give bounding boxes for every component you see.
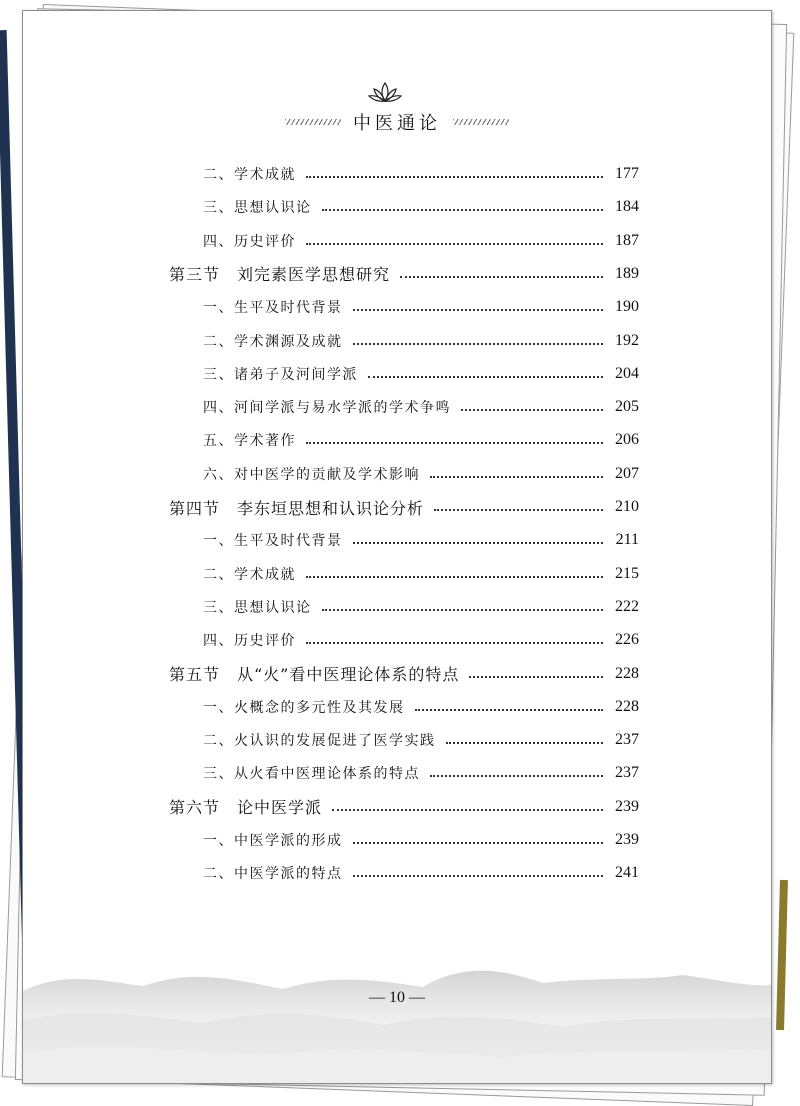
dot-leader: [353, 542, 604, 544]
dot-leader: [461, 409, 603, 411]
toc-entry-label: 四、河间学派与易水学派的学术争鸣: [203, 400, 451, 417]
toc-entry-row[interactable]: [169, 692, 639, 722]
toc-section-row[interactable]: [169, 792, 639, 822]
toc-page-number: 222: [615, 597, 639, 615]
toc-entry-label: 一、生平及时代背景: [203, 533, 343, 550]
toc-page-number: 211: [615, 531, 639, 549]
toc-entry-row[interactable]: [169, 192, 639, 222]
toc-entry-row[interactable]: [169, 292, 639, 322]
toc-entry-label: 四、历史评价: [203, 233, 296, 250]
toc-page-number: 189: [615, 264, 639, 282]
header-title: 中医通论: [353, 113, 441, 134]
dot-leader: [306, 576, 603, 578]
toc-entry-label: 三、诸弟子及河间学派: [203, 366, 358, 383]
toc-page-number: 205: [615, 398, 639, 416]
header-ornament-right: [453, 119, 509, 125]
toc-page-number: 204: [615, 364, 639, 382]
dot-leader: [430, 775, 603, 777]
lotus-icon: [367, 81, 403, 105]
dot-leader: [415, 709, 604, 711]
dot-leader: [368, 376, 603, 378]
dot-leader: [306, 243, 603, 245]
toc-entry-label: 三、思想认识论: [203, 599, 312, 616]
toc-entry-row[interactable]: [169, 326, 639, 356]
toc-page-number: 207: [615, 464, 639, 482]
toc-entry-label: 三、思想认识论: [203, 200, 312, 217]
toc-entry-label: 一、生平及时代背景: [203, 300, 343, 317]
page-header: [23, 81, 771, 141]
toc-entry-row[interactable]: [169, 226, 639, 256]
dot-leader: [469, 676, 603, 678]
toc-page-number: 184: [615, 198, 639, 216]
dot-leader: [353, 875, 604, 877]
toc-page-number: 239: [615, 797, 639, 815]
toc-entry-label: 一、中医学派的形成: [203, 833, 343, 849]
toc-entry-label: 二、学术成就: [203, 566, 296, 583]
toc-entry-row[interactable]: [169, 459, 639, 489]
dot-leader: [353, 309, 604, 311]
toc-entry-label: 第五节 从“火”看中医理论体系的特点: [169, 665, 460, 684]
toc-page-number: 187: [615, 231, 639, 249]
toc-page-number: 237: [615, 764, 639, 782]
dot-leader: [430, 476, 603, 478]
toc-entry-row[interactable]: [169, 758, 639, 788]
toc-entry-row[interactable]: [169, 559, 639, 589]
toc-entry-label: 第四节 李东垣思想和认识论分析: [169, 498, 425, 518]
toc-page-number: 206: [615, 431, 639, 449]
toc-entry-row[interactable]: [169, 592, 639, 622]
dot-leader: [400, 276, 603, 278]
dot-leader: [434, 509, 603, 511]
toc-entry-row[interactable]: [169, 159, 639, 189]
toc-entry-label: 第六节 论中医学派: [169, 798, 323, 818]
toc-page-number: 228: [615, 697, 639, 715]
dot-leader: [306, 642, 603, 644]
toc-page-number: 237: [615, 731, 639, 749]
book-edge-right: [776, 880, 788, 1030]
dot-leader: [353, 343, 604, 345]
toc-page-number: 215: [615, 564, 639, 582]
toc-entry-label: 二、学术渊源及成就: [203, 333, 343, 350]
dot-leader: [322, 209, 604, 211]
mountain-landscape-decoration: [23, 951, 771, 1083]
toc-entry-label: 三、从火看中医理论体系的特点: [203, 766, 420, 783]
toc-entry-label: 第三节 刘完素医学思想研究: [169, 265, 391, 285]
toc-section-row[interactable]: [169, 659, 639, 689]
dot-leader: [332, 809, 603, 811]
toc-entry-label: 六、对中医学的贡献及学术影响: [203, 466, 420, 483]
toc-page-number: 228: [615, 664, 639, 682]
toc-entry-row[interactable]: [169, 359, 639, 389]
toc-entry-label: 四、历史评价: [203, 633, 296, 650]
toc-entry-row[interactable]: [169, 525, 639, 555]
dot-leader: [353, 842, 604, 844]
toc-page-number: 192: [615, 331, 639, 349]
toc-entry-row[interactable]: [169, 858, 639, 888]
toc-entry-row[interactable]: [169, 425, 639, 455]
toc-entry-label: 二、学术成就: [203, 167, 296, 183]
footer-page-number: — 10 —: [369, 989, 425, 1006]
dot-leader: [306, 442, 603, 444]
toc-entry-label: 二、火认识的发展促进了医学实践: [203, 733, 436, 750]
toc-entry-row[interactable]: [169, 725, 639, 755]
document-page: [22, 10, 772, 1084]
toc-entry-label: 一、火概念的多元性及其发展: [203, 699, 405, 716]
toc-page-number: 210: [615, 498, 639, 515]
toc-page-number: 241: [615, 864, 639, 882]
dot-leader: [306, 176, 603, 178]
toc-section-row[interactable]: [169, 492, 639, 522]
toc-entry-label: 二、中医学派的特点: [203, 866, 343, 883]
toc-page-number: 177: [615, 165, 639, 182]
toc-entry-label: 五、学术著作: [203, 433, 296, 450]
toc-entry-row[interactable]: [169, 825, 639, 855]
toc-page-number: 239: [615, 831, 639, 848]
toc-page-number: 226: [615, 631, 639, 649]
toc-section-row[interactable]: [169, 259, 639, 289]
toc-entry-row[interactable]: [169, 625, 639, 655]
dot-leader: [446, 742, 604, 744]
dot-leader: [322, 609, 604, 611]
toc-page-number: 190: [615, 298, 639, 316]
toc-entry-row[interactable]: [169, 392, 639, 422]
